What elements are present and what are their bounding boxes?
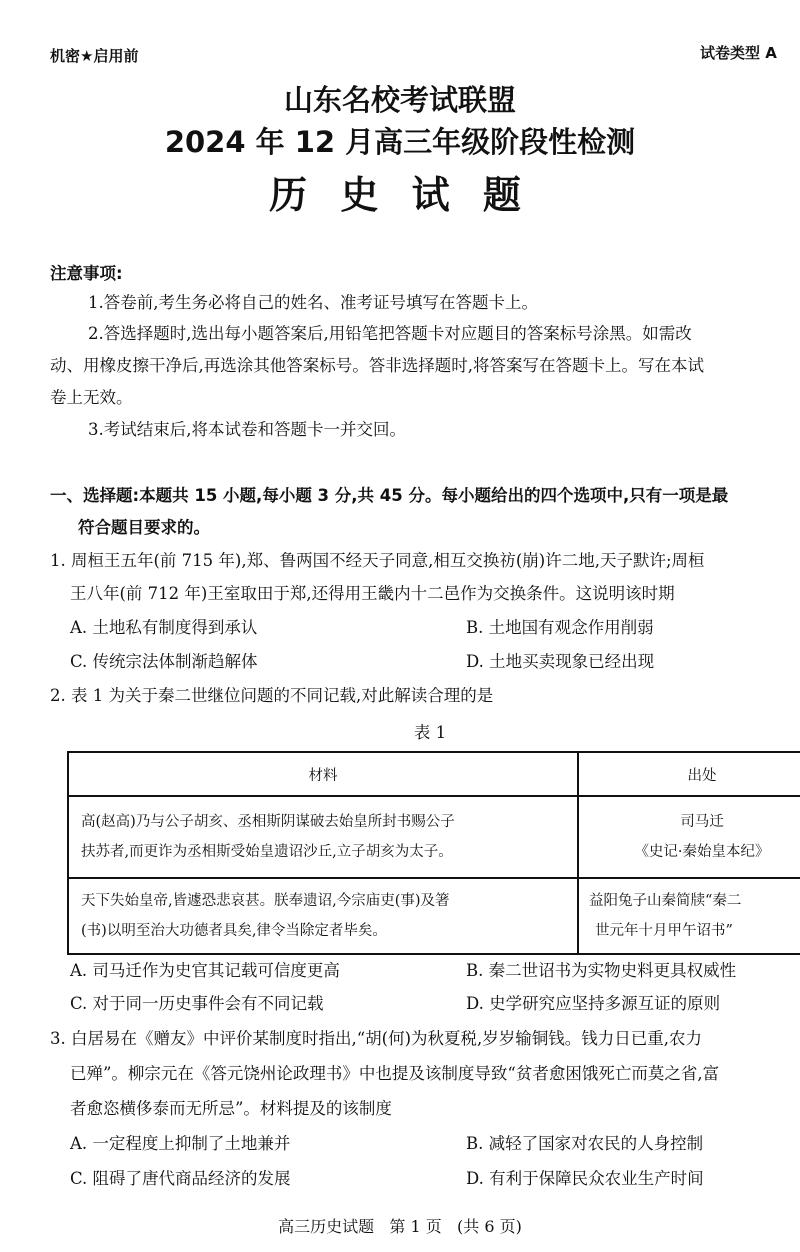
source-text-line: 《史记·秦始皇本纪》 (634, 844, 770, 860)
question-1-option-b[interactable]: B. 土地国有观念作用削弱 (466, 618, 654, 637)
question-3-option-d[interactable]: D. 有利于保障民众农业生产时间 (466, 1169, 704, 1188)
notice-item-3: 3.考试结束后,将本试卷和答题卡一并交回。 (88, 420, 406, 439)
question-1-option-d[interactable]: D. 土地买卖现象已经出现 (466, 652, 655, 671)
question-3-option-a[interactable]: A. 一定程度上抑制了土地兼并 (70, 1134, 291, 1153)
table-row (68, 878, 800, 954)
records-table (67, 751, 800, 955)
question-1-option-a[interactable]: A. 土地私有制度得到承认 (70, 618, 258, 637)
page-footer: 高三历史试题 第 1 页 (共 6 页) (278, 1217, 522, 1236)
material-text-line: 天下失始皇帝,皆遽恐悲哀甚。朕奉遗诏,今宗庙吏(事)及箸 (81, 893, 450, 909)
material-text-line: (书)以明至治大功德者具矣,律令当除定者毕矣。 (81, 923, 387, 939)
question-3-stem-line-1: 3. 白居易在《赠友》中评价某制度时指出,“胡(何)为秋夏税,岁岁输铜钱。钱力日已重,农力 (50, 1029, 703, 1048)
question-3-stem-line-3: 者愈恣横侈泰而无所忌”。材料提及的该制度 (70, 1099, 392, 1118)
question-2-option-a[interactable]: A. 司马迁作为史官其记载可信度更高 (70, 961, 340, 980)
table-header-source: 出处 (578, 752, 800, 796)
table-caption: 表 1 (413, 723, 447, 742)
table-row (68, 796, 800, 878)
source-text-line: 司马迁 (680, 814, 724, 830)
table-cell-material (68, 878, 578, 954)
table-header-material: 材料 (68, 752, 578, 796)
confidential-label: 机密★启用前 (50, 47, 139, 65)
question-1-option-c[interactable]: C. 传统宗法体制渐趋解体 (70, 652, 258, 671)
question-3-option-b[interactable]: B. 减轻了国家对农民的人身控制 (466, 1134, 704, 1153)
table-cell-material (68, 796, 578, 878)
paper-type-label: 试卷类型 A (700, 44, 777, 62)
exam-date-title: 2024 年 12 月高三年级阶段性检测 (164, 125, 636, 159)
source-text-line: 世元年十月甲午诏书” (595, 923, 733, 939)
notice-heading: 注意事项: (50, 264, 123, 283)
question-2-option-b[interactable]: B. 秦二世诏书为实物史料更具权威性 (466, 961, 737, 980)
material-text-line: 高(赵高)乃与公子胡亥、丞相斯阴谋破去始皇所封书赐公子 (81, 814, 455, 830)
question-2-stem: 2. 表 1 为关于秦二世继位问题的不同记载,对此解读合理的是 (50, 686, 494, 705)
section-1-instruction-line-2: 符合题目要求的。 (78, 518, 210, 537)
notice-item-2-line-1: 2.答选择题时,选出每小题答案后,用铅笔把答题卡对应题目的答案标号涂黑。如需改 (88, 324, 692, 343)
question-2-option-c[interactable]: C. 对于同一历史事件会有不同记载 (70, 994, 324, 1013)
table-header-row (68, 752, 800, 796)
source-text-line: 益阳兔子山秦简牍“秦二 (589, 893, 742, 909)
exam-alliance-title: 山东名校考试联盟 (283, 83, 516, 117)
table-cell-source (578, 796, 800, 878)
material-text-line: 扶苏者,而更诈为丞相斯受始皇遗诏沙丘,立子胡亥为太子。 (81, 844, 453, 860)
notice-item-2-line-2: 动、用橡皮擦干净后,再选涂其他答案标号。答非选择题时,将答案写在答题卡上。写在本试 (50, 356, 704, 375)
notice-item-2-line-3: 卷上无效。 (50, 388, 133, 407)
section-1-instruction-line-1: 一、选择题:本题共 15 小题,每小题 3 分,共 45 分。每小题给出的四个选项中,只有一项是最 (50, 486, 729, 505)
subject-title: 历 史 试 题 (269, 173, 531, 217)
question-1-stem-line-1: 1. 周桓王五年(前 715 年),郑、鲁两国不经天子同意,相互交换祊(崩)许二地,天子默许;周桓 (50, 551, 705, 570)
question-3-stem-line-2: 已殚”。柳宗元在《答元饶州论政理书》中也提及该制度导致“贫者愈困饿死亡而莫之省,富 (70, 1064, 720, 1083)
notice-item-1: 1.答卷前,考生务必将自己的姓名、准考证号填写在答题卡上。 (88, 293, 538, 312)
question-3-option-c[interactable]: C. 阻碍了唐代商品经济的发展 (70, 1169, 291, 1188)
question-2-option-d[interactable]: D. 史学研究应坚持多源互证的原则 (466, 994, 721, 1013)
table-cell-source (578, 878, 800, 954)
question-1-stem-line-2: 王八年(前 712 年)王室取田于郑,还得用王畿内十二邑作为交换条件。这说明该时期 (70, 584, 675, 603)
